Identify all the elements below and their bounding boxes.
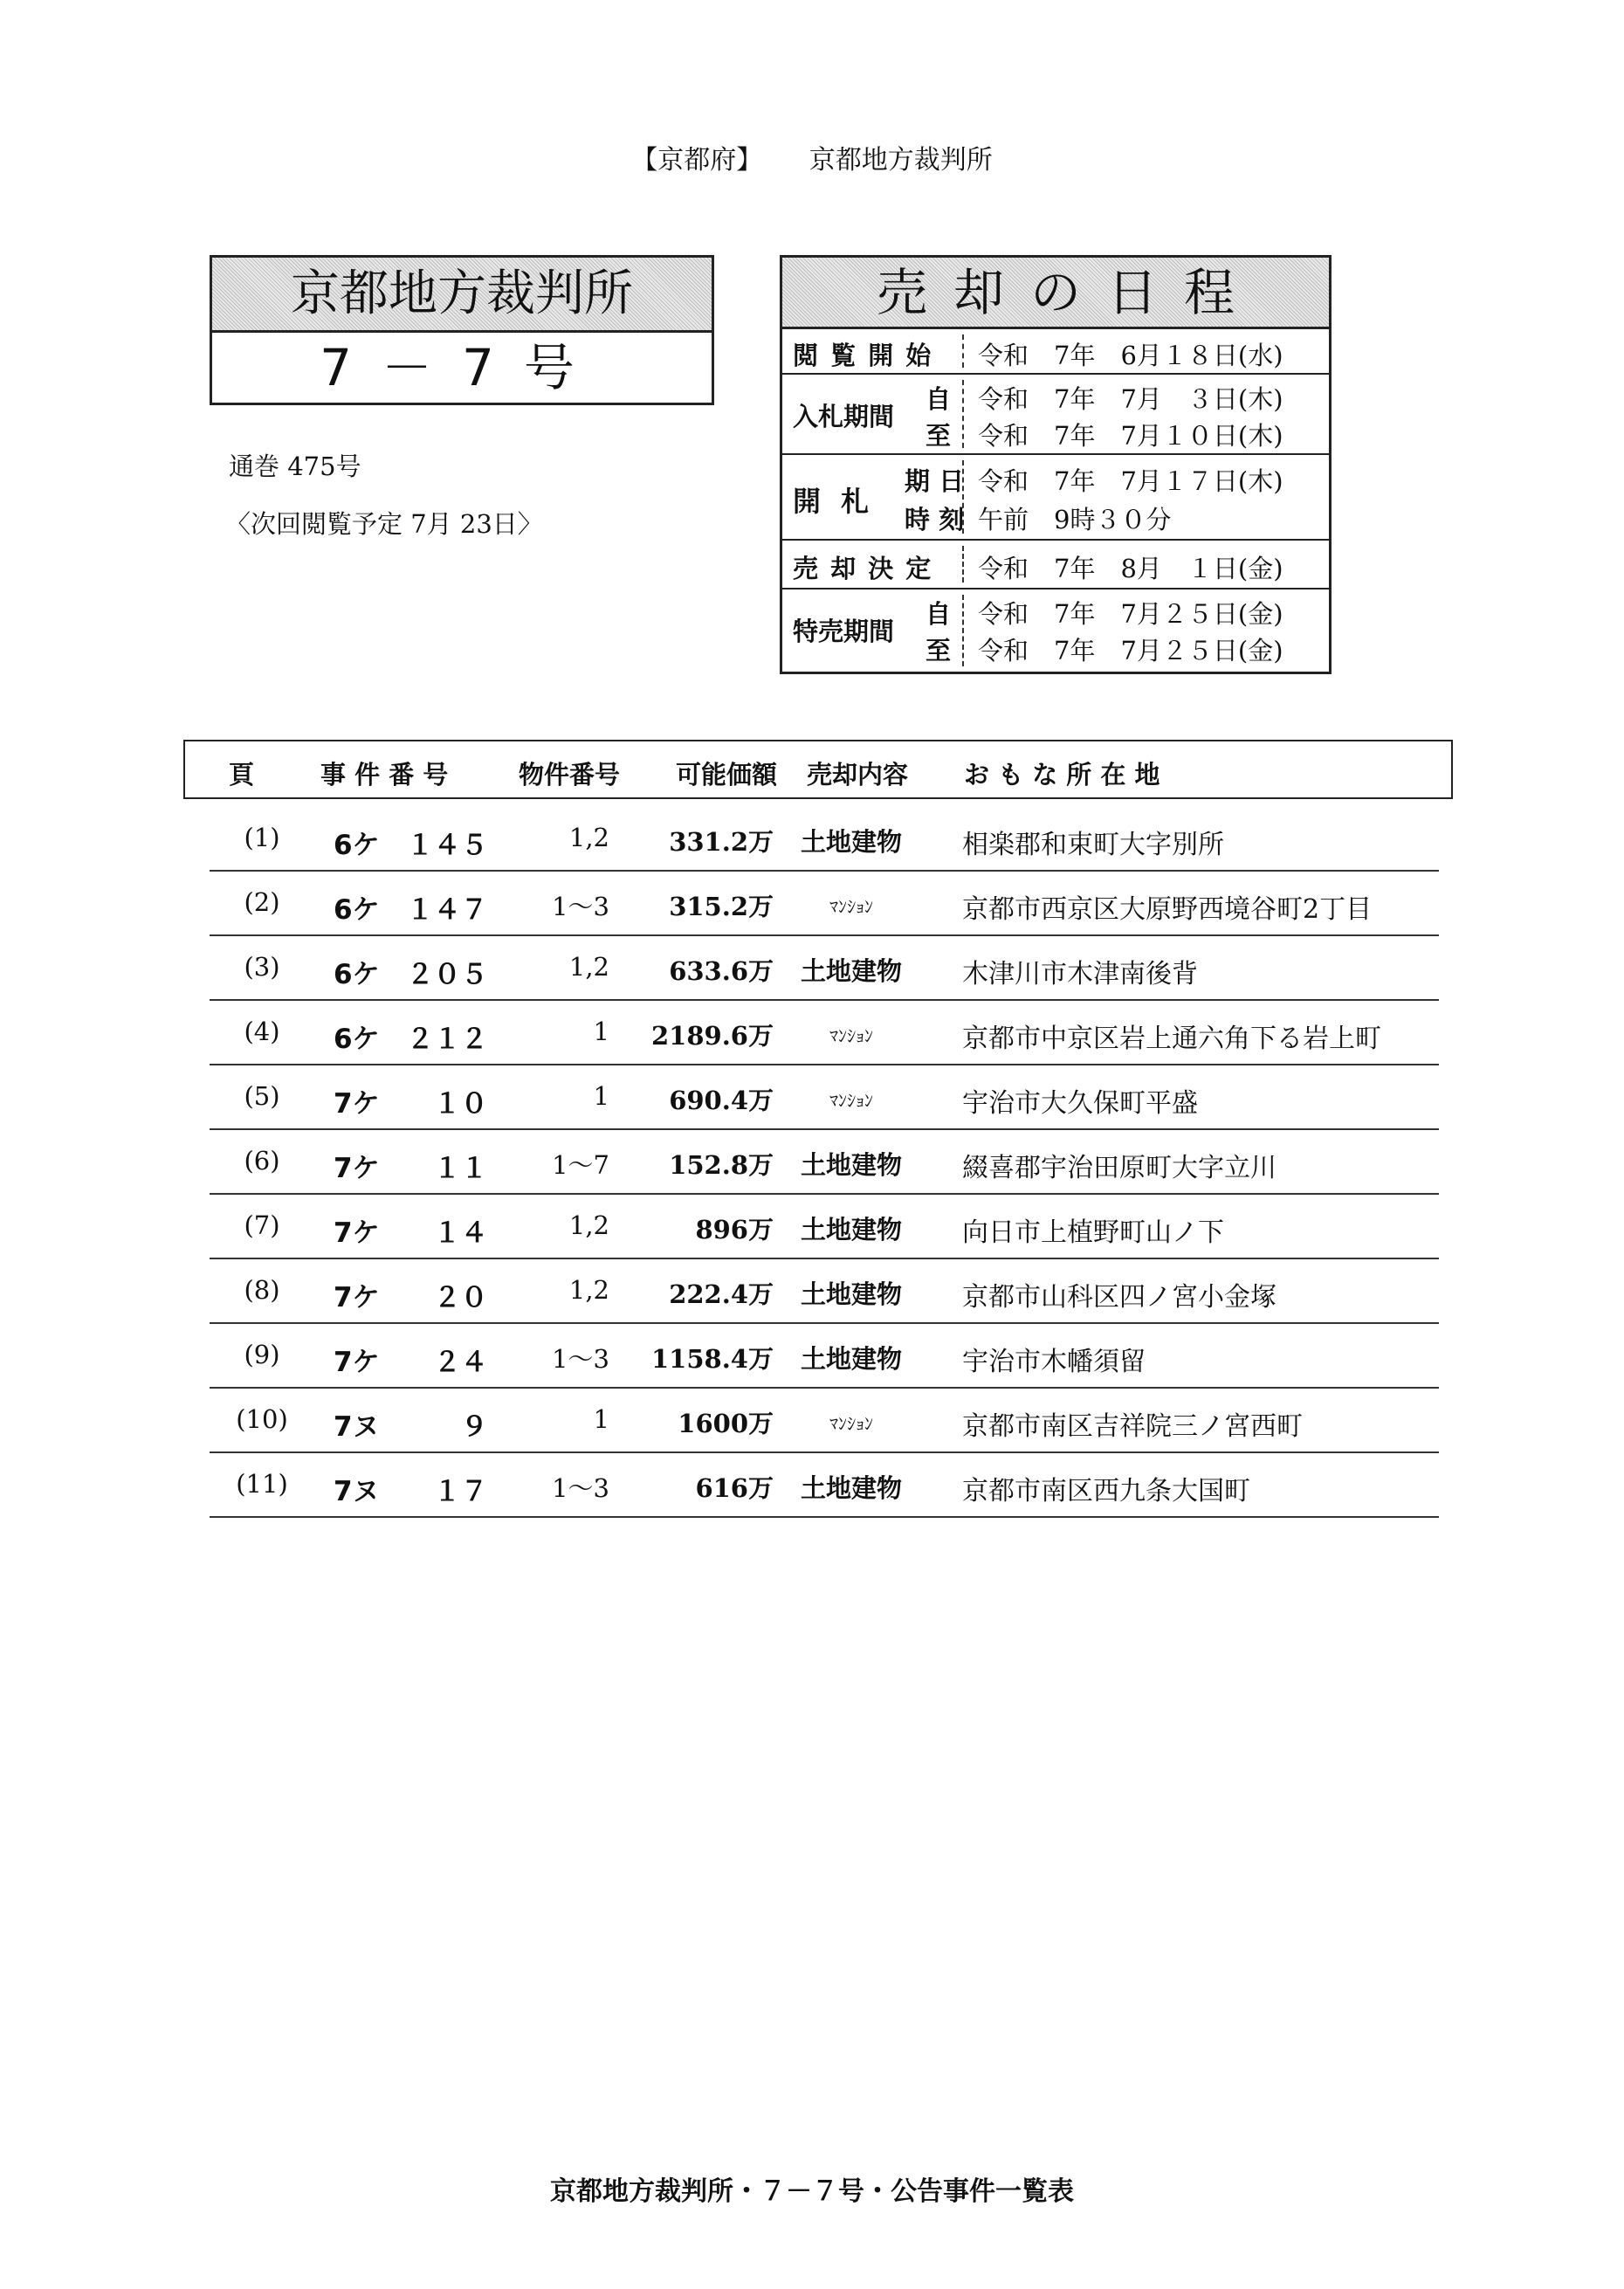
row-property-number: 1,2 [568,823,609,852]
row-case-number: 7ヌ １７ [334,1476,488,1507]
schedule-row-view-start [782,329,1329,373]
schedule-row-bid-period [782,373,1329,453]
row-property-number: 1 [593,1017,609,1046]
schedule-sub-label: 至 [926,636,952,665]
schedule-row-opening [782,453,1329,539]
row-case-number: 7ヌ ９ [334,1411,488,1443]
row-page: (11) [236,1469,288,1499]
row-property-number: 1,2 [568,1210,609,1240]
row-sale-type: 土地建物 [800,1473,902,1503]
header-page: 頁 [229,760,255,789]
header-address: お も な 所 在 地 [964,760,1160,789]
row-page: (7) [244,1210,280,1240]
row-address: 京都市中京区岩上通六角下る岩上町 [962,1024,1381,1054]
dashed-divider [962,380,964,448]
schedule-row-special-sale [782,588,1329,672]
row-sale-type: 土地建物 [800,1279,902,1309]
court-name: 京都地方裁判所 [212,258,712,333]
row-sale-type: ﾏﾝｼｮﾝ [829,1025,873,1046]
issue-number: 7－7号 [320,338,604,397]
table-row [210,1451,1439,1518]
row-sale-type: 土地建物 [800,1344,902,1374]
schedule-title: 売却の日程 [782,258,1329,329]
row-case-number: 7ケ １０ [334,1088,488,1120]
row-sale-type: 土地建物 [800,956,902,986]
row-price: 1158.4万 [651,1344,774,1374]
row-property-number: 1,2 [568,1275,609,1305]
page-header [0,138,1624,176]
schedule-row-sale-decision [782,539,1329,588]
table-row [210,1193,1439,1259]
schedule-value: 令和 7年 7月 ３日(木) [978,384,1283,414]
schedule-box [780,255,1332,674]
dashed-divider [962,546,964,583]
row-case-number: 7ケ １４ [334,1217,488,1249]
row-page: (3) [244,952,280,982]
row-page: (5) [244,1081,280,1111]
row-case-number: 6ケ １４７ [334,894,488,926]
row-property-number: 1～7 [552,1150,609,1180]
row-price: 331.2万 [669,827,774,857]
row-price: 315.2万 [669,892,774,921]
row-address: 向日市上植野町山ノ下 [962,1217,1224,1248]
schedule-sub-label: 自 [926,384,952,414]
title-box [210,255,714,405]
row-case-number: 6ケ １４５ [334,830,488,861]
schedule-sub-label: 時 刻 [905,505,965,534]
row-property-number: 1～3 [552,1344,609,1374]
case-table-header [183,740,1453,799]
schedule-value: 令和 7年 7月１７日(木) [978,466,1283,496]
schedule-value: 令和 7年 7月２５日(金) [978,599,1283,629]
volume-number: 通巻 475号 [229,452,361,481]
row-page: (8) [244,1275,280,1305]
page-footer: 京都地方裁判所・７－７号・公告事件一覧表 [550,2176,1074,2207]
row-address: 京都市南区西九条大国町 [962,1476,1250,1506]
next-view-date: 〈次回閲覧予定 7月 23日〉 [225,509,543,539]
table-row [210,805,1439,872]
row-page: (6) [244,1146,280,1176]
row-page: (4) [244,1017,280,1046]
row-price: 1600万 [678,1409,774,1438]
row-case-number: 7ケ １１ [334,1153,488,1184]
schedule-sub-label: 自 [926,599,952,629]
row-address: 京都市山科区四ノ宮小金塚 [962,1282,1276,1313]
row-property-number: 1,2 [568,952,609,982]
table-row [210,1387,1439,1453]
row-sale-type: ﾏﾝｼｮﾝ [829,1413,873,1434]
row-price: 690.4万 [669,1086,774,1115]
row-page: (10) [236,1404,288,1434]
schedule-value: 令和 7年 7月２５日(金) [978,636,1283,665]
schedule-label: 売 却 決 定 [793,554,933,583]
header-price: 可能価額 [676,760,778,789]
dashed-divider [962,595,964,666]
row-price: 222.4万 [669,1279,774,1309]
court-label: 京都地方裁判所 [809,145,993,176]
table-row [210,934,1439,1001]
row-price: 2189.6万 [651,1021,774,1051]
dashed-divider [962,334,964,368]
table-row [210,1322,1439,1389]
schedule-sub-label: 期 日 [905,466,965,496]
row-case-number: 6ケ ２１２ [334,1024,488,1055]
row-case-number: 6ケ ２０５ [334,959,488,990]
row-price: 152.8万 [669,1150,774,1180]
schedule-value: 令和 7年 8月 １日(金) [978,554,1283,583]
row-address: 京都市西京区大原野西境谷町2丁目 [962,894,1373,925]
row-address: 京都市南区吉祥院三ノ宮西町 [962,1411,1303,1442]
row-sale-type: 土地建物 [800,1150,902,1180]
row-case-number: 7ケ ２４ [334,1347,488,1378]
row-property-number: 1～3 [552,1473,609,1503]
table-row [210,1128,1439,1195]
row-address: 宇治市大久保町平盛 [962,1088,1198,1119]
header-case-number: 事 件 番 号 [320,760,449,789]
schedule-label: 開 札 [793,485,875,518]
row-address: 綴喜郡宇治田原町大字立川 [962,1153,1276,1183]
row-sale-type: 土地建物 [800,1215,902,1244]
row-property-number: 1 [593,1081,609,1111]
row-sale-type: ﾏﾝｼｮﾝ [829,1090,873,1111]
schedule-value: 令和 7年 6月１８日(水) [978,341,1283,370]
table-row [210,1064,1439,1130]
table-row [210,870,1439,936]
table-row [210,999,1439,1065]
row-page: (9) [244,1340,280,1369]
prefecture-label: 【京都府】 [631,145,763,176]
schedule-sub-label: 至 [926,421,952,451]
row-page: (1) [244,823,280,852]
row-sale-type: 土地建物 [800,827,902,857]
row-address: 相楽郡和束町大字別所 [962,830,1224,860]
header-sale-type: 売却内容 [807,760,909,789]
schedule-label: 閲 覧 開 始 [793,341,933,370]
header-property-number: 物件番号 [519,760,621,789]
table-row [210,1258,1439,1324]
schedule-label: 入札期間 [793,402,895,431]
row-property-number: 1～3 [552,892,609,921]
row-address: 木津川市木津南後背 [962,959,1198,989]
row-price: 633.6万 [669,956,774,986]
schedule-label: 特売期間 [793,617,895,646]
schedule-value: 令和 7年 7月１０日(木) [978,421,1283,451]
row-address: 宇治市木幡須留 [962,1347,1146,1377]
schedule-value: 午前 9時３０分 [978,505,1172,534]
row-property-number: 1 [593,1404,609,1434]
row-sale-type: ﾏﾝｼｮﾝ [829,896,873,917]
row-case-number: 7ケ ２０ [334,1282,488,1313]
dashed-divider [962,460,964,534]
row-price: 896万 [695,1215,774,1244]
row-price: 616万 [695,1473,774,1503]
row-page: (2) [244,887,280,917]
